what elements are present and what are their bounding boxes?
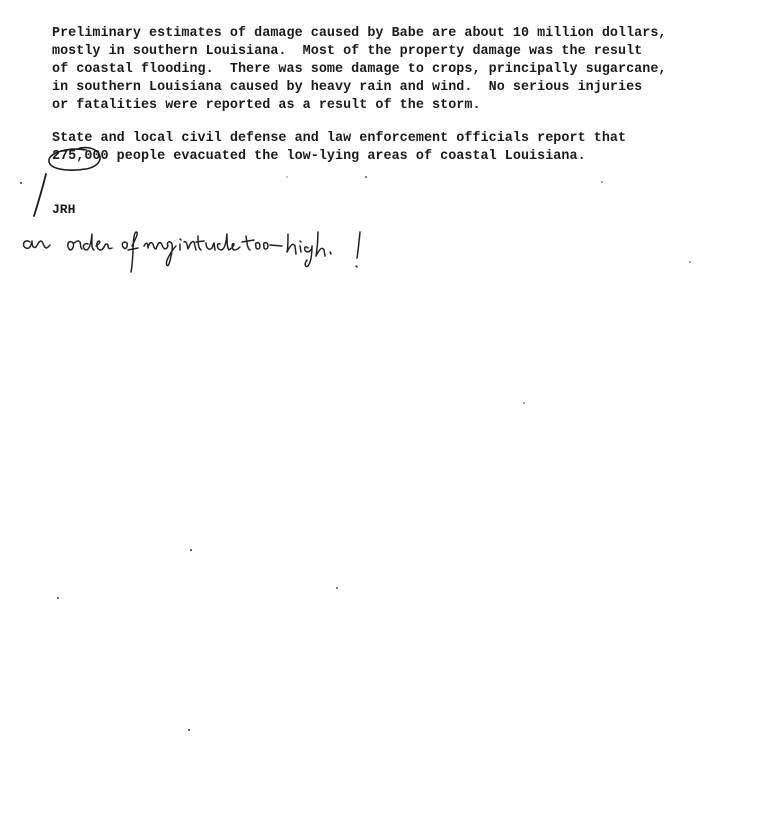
paragraph-damage-estimates [52, 25, 722, 115]
handwritten-note [20, 228, 380, 288]
text-line: 275,000 people evacuated the low-lying areas of coastal Louisiana. [52, 149, 586, 164]
slash-mark [34, 174, 46, 216]
text-line: State and local civil defense and law enforcement officials report that [52, 131, 627, 146]
text-line: mostly in southern Louisiana. Most of the property damage was the result [52, 44, 643, 59]
text-line: or fatalities were reported as a result of the storm. [52, 98, 481, 113]
text-line: of coastal flooding. There was some damage to crops, principally sugarcane, [52, 62, 667, 77]
paragraph-evacuation [52, 130, 722, 166]
text-line: in southern Louisiana caused by heavy rain and wind. No serious injuries [52, 80, 643, 95]
text-line: Preliminary estimates of damage caused by Babe are about 10 million dollars, [52, 26, 667, 41]
author-initials: JRH [52, 202, 76, 217]
